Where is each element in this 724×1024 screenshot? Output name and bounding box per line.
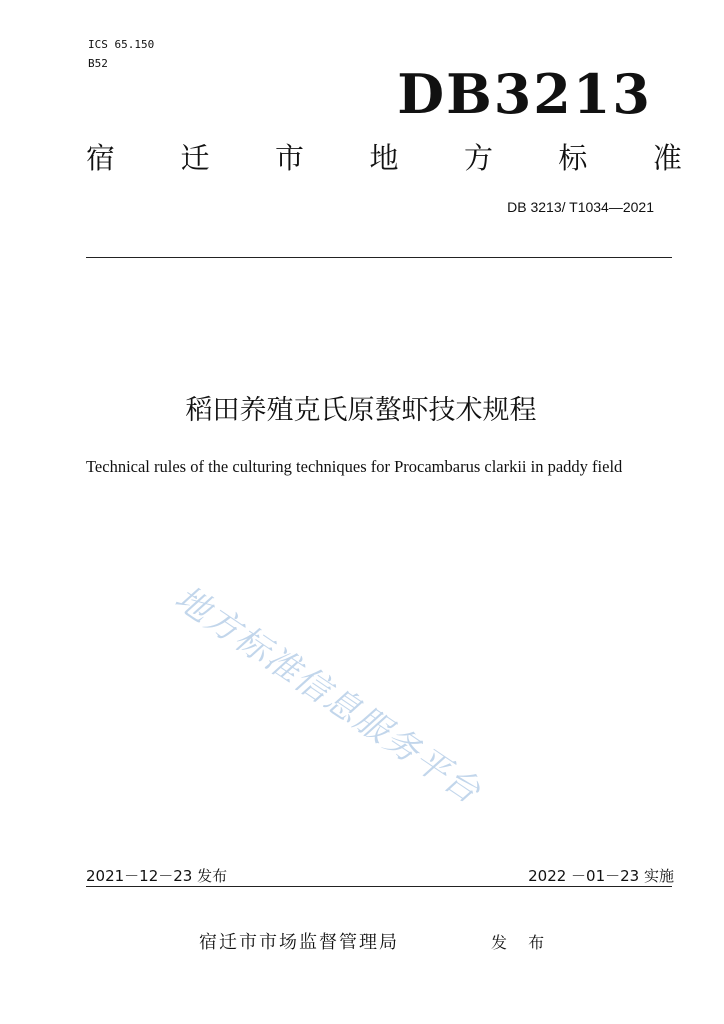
standard-code: DB3213 — [397, 62, 652, 126]
bottom-divider — [86, 886, 672, 887]
top-divider — [86, 257, 672, 258]
ccs-code: B52 — [88, 57, 108, 70]
standard-type-char: 迁 — [180, 141, 210, 175]
standard-type-char: 市 — [274, 141, 304, 175]
watermark: 地方标准信息服务平台 — [167, 578, 489, 813]
standard-number: DB 3213/ T1034—2021 — [507, 199, 654, 215]
document-title-en: Technical rules of the culturing techniques for Procambarus clarkii in paddy field — [86, 457, 623, 476]
standard-type-char: 方 — [463, 141, 493, 175]
publish-label: 发 布 — [491, 933, 553, 952]
document-title-cn — [0, 393, 724, 429]
implementation-date: 2022 －01－23 实施 — [528, 867, 674, 885]
standard-type-char: 标 — [558, 141, 588, 175]
publisher: 宿迁市市场监督管理局 — [199, 932, 399, 953]
standard-type-title — [86, 140, 682, 176]
issue-date: 2021－12－23 发布 — [86, 867, 228, 885]
standard-type-char: 准 — [652, 141, 682, 175]
standard-type-char: 宿 — [86, 141, 116, 175]
standard-type-char: 地 — [369, 141, 399, 175]
ics-code: ICS 65.150 — [88, 38, 155, 51]
document-title-cn-text: 稻田养殖克氏原螯虾技术规程 — [185, 395, 537, 426]
